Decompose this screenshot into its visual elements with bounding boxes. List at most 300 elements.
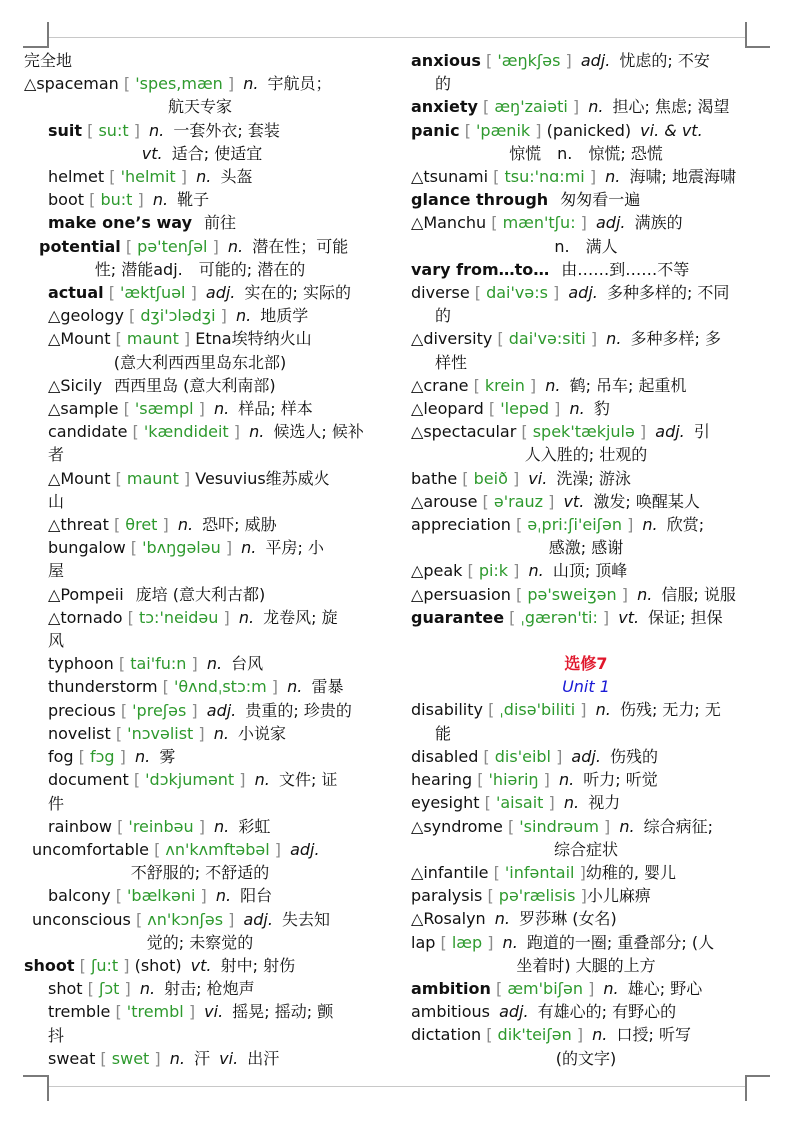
part-of-speech: vt. <box>185 955 217 975</box>
bracket-close: ] <box>585 329 598 349</box>
bracket-open: [ <box>472 770 489 790</box>
definition: 台风 <box>231 654 264 674</box>
bracket-close: ] <box>598 816 611 836</box>
definition-continued <box>411 235 761 258</box>
definition-continued <box>411 722 761 745</box>
bracket-open: [ <box>479 793 496 813</box>
triangle-icon: △ <box>48 329 61 349</box>
definition: 山顶; 顶峰 <box>552 561 628 581</box>
vocab-entry <box>24 467 376 490</box>
part-of-speech: adj. <box>201 700 242 720</box>
part-of-speech: vt. <box>613 607 645 627</box>
headword: arouse <box>423 491 478 511</box>
definition-continued <box>24 443 376 466</box>
bracket-close: ] <box>220 538 233 558</box>
bracket-open: [ <box>113 654 131 674</box>
phonetic <box>158 677 278 696</box>
phonetic-text: 'pænik <box>476 120 531 140</box>
bracket-close: ] <box>551 746 563 766</box>
definition: 幼稚的, 婴儿 <box>585 862 676 882</box>
definition: 西西里岛 (意大利南部) <box>114 375 276 395</box>
definition: 海啸; 地震海啸 <box>629 167 736 187</box>
bracket-open: [ <box>118 399 135 419</box>
triangle-icon: △ <box>48 607 61 627</box>
triangle-icon: △ <box>411 213 424 233</box>
triangle-icon: △ <box>48 375 61 395</box>
bracket-close: ] <box>574 862 586 882</box>
phonetic <box>492 329 597 348</box>
headword: disabled <box>411 746 479 766</box>
headword: Mount <box>60 329 111 349</box>
definition: 激发; 唤醒某人 <box>593 491 700 511</box>
part-of-speech: n. <box>208 816 235 836</box>
triangle-icon: △ <box>411 909 424 929</box>
triangle-icon: △ <box>411 422 424 442</box>
vocab-entry <box>24 420 376 443</box>
bracket-close: ] <box>571 1025 584 1045</box>
vocab-entry <box>411 420 761 443</box>
phonetic <box>516 422 646 441</box>
part-of-speech: vi. <box>214 1048 244 1068</box>
definition: 担心; 焦虑; 渴望 <box>612 97 730 117</box>
phonetic <box>129 770 246 789</box>
definition-continued <box>24 351 376 374</box>
phonetic <box>472 770 550 789</box>
definition: 样性 <box>435 352 468 372</box>
phonetic <box>124 306 227 325</box>
phonetic <box>149 840 281 859</box>
bracket-open: [ <box>435 932 452 952</box>
definition-continued <box>24 258 376 281</box>
definition: 一套外衣; 套装 <box>173 120 280 140</box>
definition: 口授; 听写 <box>616 1025 691 1045</box>
bracket-close: ] <box>575 700 587 720</box>
headword: sample <box>60 399 119 419</box>
part-of-speech: vi. <box>199 1002 229 1022</box>
bracket-close: ] <box>228 422 241 442</box>
definition: 射中; 射伤 <box>220 955 296 975</box>
headword: Pompeii <box>60 584 124 604</box>
definition: 惊慌 n. 惊慌; 恐慌 <box>509 143 663 163</box>
bracket-close: ] <box>538 770 550 790</box>
vocab-entry <box>24 699 376 722</box>
bracket-close: ] <box>583 978 595 998</box>
bracket-open: [ <box>123 306 141 326</box>
crop-mark-top-right <box>745 22 747 48</box>
bracket-open: [ <box>108 515 126 535</box>
phonetic <box>511 585 628 604</box>
bracket-close: ] <box>266 677 279 697</box>
part-of-speech: n. <box>564 399 590 419</box>
vocab-entry <box>24 768 376 791</box>
vocab-entry <box>411 815 761 838</box>
headword: disability <box>411 700 483 720</box>
phonetic-text: dʒi'ɔlədʒi <box>140 306 216 326</box>
vocab-entry <box>24 513 376 536</box>
bracket-close: ] <box>118 955 130 975</box>
definition: 多种多样的; 不同 <box>606 283 730 303</box>
phonetic <box>111 886 207 905</box>
definition: 宇航员； <box>267 74 332 94</box>
definition-continued <box>411 72 761 95</box>
definition: 埃特纳火山 <box>231 329 312 349</box>
bracket-open: [ <box>516 422 533 442</box>
triangle-icon: △ <box>24 74 37 94</box>
phonetic <box>468 376 536 395</box>
vocab-entry <box>411 698 761 721</box>
entry-text: 完全地 <box>24 51 73 70</box>
vocab-entry <box>24 374 376 397</box>
headword: diverse <box>411 283 470 303</box>
headword: guarantee <box>411 607 505 627</box>
phonetic <box>484 399 561 418</box>
definition-continued <box>411 838 761 861</box>
bracket-open: [ <box>504 607 521 627</box>
unit-heading: Unit 1 <box>562 677 610 697</box>
vocab-entry <box>411 258 761 281</box>
definition: 雄心; 野心 <box>627 978 703 998</box>
definition: 出汗 <box>247 1048 280 1068</box>
headword: leopard <box>423 399 484 419</box>
vocab-entry <box>411 1023 761 1046</box>
definition-continued <box>24 861 376 884</box>
part-of-speech: n. <box>172 515 199 535</box>
bracket-open: [ <box>127 422 144 442</box>
bracket-close: ] <box>193 723 205 743</box>
headword: make one’s way <box>48 213 193 233</box>
phonetic-text: maunt <box>126 329 179 349</box>
vocab-entry <box>24 211 376 234</box>
triangle-icon: △ <box>411 329 424 349</box>
extra: Etna <box>190 329 232 349</box>
phonetic <box>488 167 596 186</box>
triangle-icon: △ <box>48 399 61 419</box>
bracket-close: ] <box>269 839 281 859</box>
bracket-open: [ <box>74 955 91 975</box>
definition: 满族的 <box>634 213 683 233</box>
vocab-entry <box>411 467 761 490</box>
vocab-entry <box>24 884 376 907</box>
definition: 的 <box>435 74 452 94</box>
phonetic <box>435 933 493 952</box>
part-of-speech: n. <box>233 607 260 627</box>
definition: 听力; 听觉 <box>583 770 658 790</box>
phonetic-text: 'trembl <box>126 1002 184 1022</box>
definition: 豹 <box>593 399 610 419</box>
part-of-speech: n. <box>600 167 626 187</box>
bracket-open: [ <box>84 190 101 210</box>
part-of-speech: n. <box>631 584 658 604</box>
phonetic-text: tsu:'nɑ:mi <box>504 167 585 187</box>
vocab-entry <box>411 745 761 768</box>
part-of-speech: n. <box>590 700 616 720</box>
vocab-entry <box>24 49 376 72</box>
crop-mark-bottom-right <box>745 1075 747 1101</box>
part-of-speech: adj. <box>563 283 603 303</box>
bracket-open: [ <box>457 468 474 488</box>
bracket-close: ] <box>157 515 169 535</box>
part-of-speech: n. <box>558 793 585 813</box>
headword: eyesight <box>411 793 480 813</box>
definition: 头盔 <box>220 167 253 187</box>
phonetic <box>110 329 190 348</box>
bracket-open: [ <box>483 399 501 419</box>
vocab-entry <box>411 791 761 814</box>
phonetic-text: 'spes,mæn <box>135 74 223 94</box>
section-title: 选修7 <box>564 654 608 674</box>
bracket-open: [ <box>481 1025 498 1045</box>
definition: 样品; 样本 <box>238 399 313 419</box>
vocab-entry <box>411 606 761 629</box>
phonetic-text: 'θʌndˌstɔ:m <box>173 677 267 697</box>
headword: tsunami <box>423 167 489 187</box>
part-of-speech: n. <box>236 538 262 558</box>
part-of-speech: vt. <box>141 143 168 163</box>
part-of-speech: n. <box>147 190 174 210</box>
bracket-open: [ <box>128 770 146 790</box>
phonetic <box>127 422 240 441</box>
definition: 觉的; 未察觉的 <box>146 932 254 952</box>
definition-continued <box>24 792 376 815</box>
definition: (意大利西西里岛东北部) <box>113 352 287 372</box>
phonetic-text: 'nɔvəlist <box>127 723 194 743</box>
phonetic-text: 'bælkəni <box>127 886 196 906</box>
vocab-entry <box>411 397 761 420</box>
phonetic-text: læp <box>451 932 483 952</box>
part-of-speech: n. <box>210 886 237 906</box>
part-of-speech: n. <box>489 909 516 929</box>
phonetic-text: 'helmit <box>120 167 176 187</box>
phonetic-text: 'infəntail <box>504 862 575 882</box>
definition-continued <box>411 536 761 559</box>
bracket-open: [ <box>125 538 143 558</box>
crop-mark-bottom-left <box>47 1075 49 1101</box>
headword: candidate <box>48 422 128 442</box>
right-column <box>411 49 761 1070</box>
definition-continued <box>411 1047 761 1070</box>
headword: shoot <box>24 955 75 975</box>
bracket-close: ] <box>128 120 140 140</box>
phonetic <box>121 237 219 256</box>
definition: 信服; 说服 <box>661 584 736 604</box>
definition-continued <box>24 1024 376 1047</box>
headword: thunderstorm <box>48 677 158 697</box>
part-of-speech: vi. <box>523 468 553 488</box>
part-of-speech: adj. <box>238 909 279 929</box>
vocab-entry <box>411 165 761 188</box>
bracket-close: ] <box>575 886 587 906</box>
headword: Sicily <box>60 375 103 395</box>
definition: 忧虑的; 不安 <box>619 51 710 70</box>
bracket-open: [ <box>82 979 99 999</box>
phonetic <box>491 979 594 998</box>
definition: 龙卷风; 旋 <box>263 607 338 627</box>
bracket-open: [ <box>510 515 528 535</box>
bracket-open: [ <box>118 74 136 94</box>
bracket-open: [ <box>490 978 508 998</box>
headword: tremble <box>48 1002 111 1022</box>
bracket-close: ] <box>185 283 197 303</box>
vocab-entry <box>24 606 376 629</box>
triangle-icon: △ <box>411 862 424 882</box>
phonetic <box>457 469 519 488</box>
phonetic-text: ˌdisə'biliti <box>499 700 576 720</box>
headword: peak <box>423 561 463 581</box>
definition: 雾 <box>159 747 176 767</box>
part-of-speech: n. <box>637 515 663 535</box>
phonetic-text: ə'rauz <box>493 491 544 511</box>
definition-continued <box>411 954 761 977</box>
headword: bungalow <box>48 538 126 558</box>
headword: balcony <box>48 886 111 906</box>
headword: geology <box>60 306 124 326</box>
bracket-open: [ <box>148 839 166 859</box>
phonetic-text: dik'teiʃən <box>497 1025 572 1045</box>
vocab-entry <box>411 907 761 930</box>
definition: 前往 <box>204 213 237 233</box>
phonetic <box>104 283 197 302</box>
definition: 靴子 <box>177 190 210 210</box>
definition: 贵重的; 珍贵的 <box>245 700 352 720</box>
part-of-speech: n. <box>164 1048 191 1068</box>
phonetic-text: maunt <box>126 468 179 488</box>
definition: 件 <box>48 793 65 813</box>
vocab-entry <box>24 72 376 95</box>
bracket-open: [ <box>73 747 90 767</box>
part-of-speech: n. <box>208 399 235 419</box>
part-of-speech: n. <box>601 329 627 349</box>
phonetic <box>483 700 587 719</box>
definition: 坐着时) 大腿的上方 <box>516 955 656 975</box>
headword: dictation <box>411 1025 482 1045</box>
vocab-entry <box>24 165 376 188</box>
vocab-entry <box>24 838 376 861</box>
vocab-entry <box>24 745 376 768</box>
vocab-entry <box>24 722 376 745</box>
bracket-close: ] <box>193 816 205 836</box>
vocab-entry <box>24 977 376 1000</box>
bracket-open: [ <box>482 886 499 906</box>
definition: 罗莎琳 (女名) <box>519 909 617 929</box>
bracket-close: ] <box>543 793 555 813</box>
phonetic <box>486 213 587 232</box>
bracket-open: [ <box>462 561 479 581</box>
phonetic <box>482 886 586 905</box>
phonetic-text: su:t <box>98 120 129 140</box>
part-of-speech: n. <box>238 74 264 94</box>
bracket-close: ] <box>207 236 219 256</box>
vocab-entry <box>24 536 376 559</box>
part-of-speech: n. <box>598 978 624 998</box>
bracket-close: ] <box>567 97 580 117</box>
headword: document <box>48 770 129 790</box>
triangle-icon: △ <box>411 816 424 836</box>
phonetic <box>478 747 562 766</box>
definition-continued <box>24 559 376 582</box>
bracket-open: [ <box>120 236 138 256</box>
bracket-open: [ <box>482 700 500 720</box>
part-of-speech: n. <box>540 375 566 395</box>
definition: 由……到……不等 <box>561 259 690 279</box>
phonetic <box>111 724 205 743</box>
bracket-close: ] <box>186 654 198 674</box>
bracket-open: [ <box>486 213 503 233</box>
bracket-close: ] <box>634 422 647 442</box>
vocab-entry <box>411 374 761 397</box>
phonetic-text: æm'biʃən <box>507 978 583 998</box>
phonetic-text: beið <box>473 468 508 488</box>
bracket-open: [ <box>110 468 127 488</box>
bracket-close: ] <box>149 1048 161 1068</box>
definition-continued <box>411 304 761 327</box>
vocab-entry <box>411 281 761 304</box>
definition: n. 满人 <box>554 236 618 256</box>
phonetic <box>470 283 560 302</box>
phonetic <box>112 817 205 836</box>
bracket-close: ] <box>183 1002 196 1022</box>
phonetic-text: dai'və:s <box>486 283 548 303</box>
definition: 实在的; 实际的 <box>244 283 351 303</box>
headword: spectacular <box>423 422 517 442</box>
part-of-speech: adj. <box>284 839 320 859</box>
definition: 小儿麻痹 <box>586 886 651 906</box>
definition-continued <box>411 443 761 466</box>
phonetic-text: 'hiəriŋ <box>488 770 539 790</box>
bracket-close: ] <box>507 468 520 488</box>
headword: persuasion <box>423 584 511 604</box>
bracket-open: [ <box>110 1002 127 1022</box>
phonetic <box>118 399 204 418</box>
definition: 地质学 <box>260 306 309 326</box>
phonetic <box>110 1002 195 1021</box>
definition: 风 <box>48 631 65 651</box>
triangle-icon: △ <box>48 584 61 604</box>
definition: 综合病征; <box>643 816 714 836</box>
crop-mark-bottom-left <box>23 1075 48 1077</box>
definition: 射击; 枪炮声 <box>164 979 255 999</box>
phonetic <box>478 97 579 116</box>
phonetic-text: pə'rælisis <box>498 886 576 906</box>
definition: 伤残的 <box>610 746 659 766</box>
definition: 者 <box>48 445 65 465</box>
bracket-open: [ <box>110 723 128 743</box>
vocab-entry <box>24 119 376 142</box>
phonetic-text: spek'tækjulə <box>532 422 635 442</box>
phonetic-text: pi:k <box>478 561 509 581</box>
definition: 恐吓; 威胁 <box>202 515 277 535</box>
phonetic <box>116 701 198 720</box>
bracket-open: [ <box>104 167 121 187</box>
phonetic-text: tai'fu:n <box>130 654 187 674</box>
bracket-close: ] <box>119 979 131 999</box>
definition-continued <box>24 629 376 652</box>
vocab-entry <box>411 768 761 791</box>
vocab-entry <box>24 815 376 838</box>
part-of-speech: adj. <box>650 422 690 442</box>
bracket-close: ] <box>524 375 537 395</box>
phonetic-text: 'sindrəum <box>519 816 599 836</box>
crop-mark-top-left <box>23 46 48 48</box>
headword: precious <box>48 700 116 720</box>
definition-continued <box>411 142 761 165</box>
bracket-close: ] <box>195 886 207 906</box>
phonetic <box>480 793 555 812</box>
triangle-icon: △ <box>411 375 424 395</box>
headword: helmet <box>48 167 105 187</box>
phonetic-text: 'bʌŋgələu <box>142 538 221 558</box>
phonetic-text: 'lepəd <box>500 399 550 419</box>
definition-continued <box>24 95 376 118</box>
